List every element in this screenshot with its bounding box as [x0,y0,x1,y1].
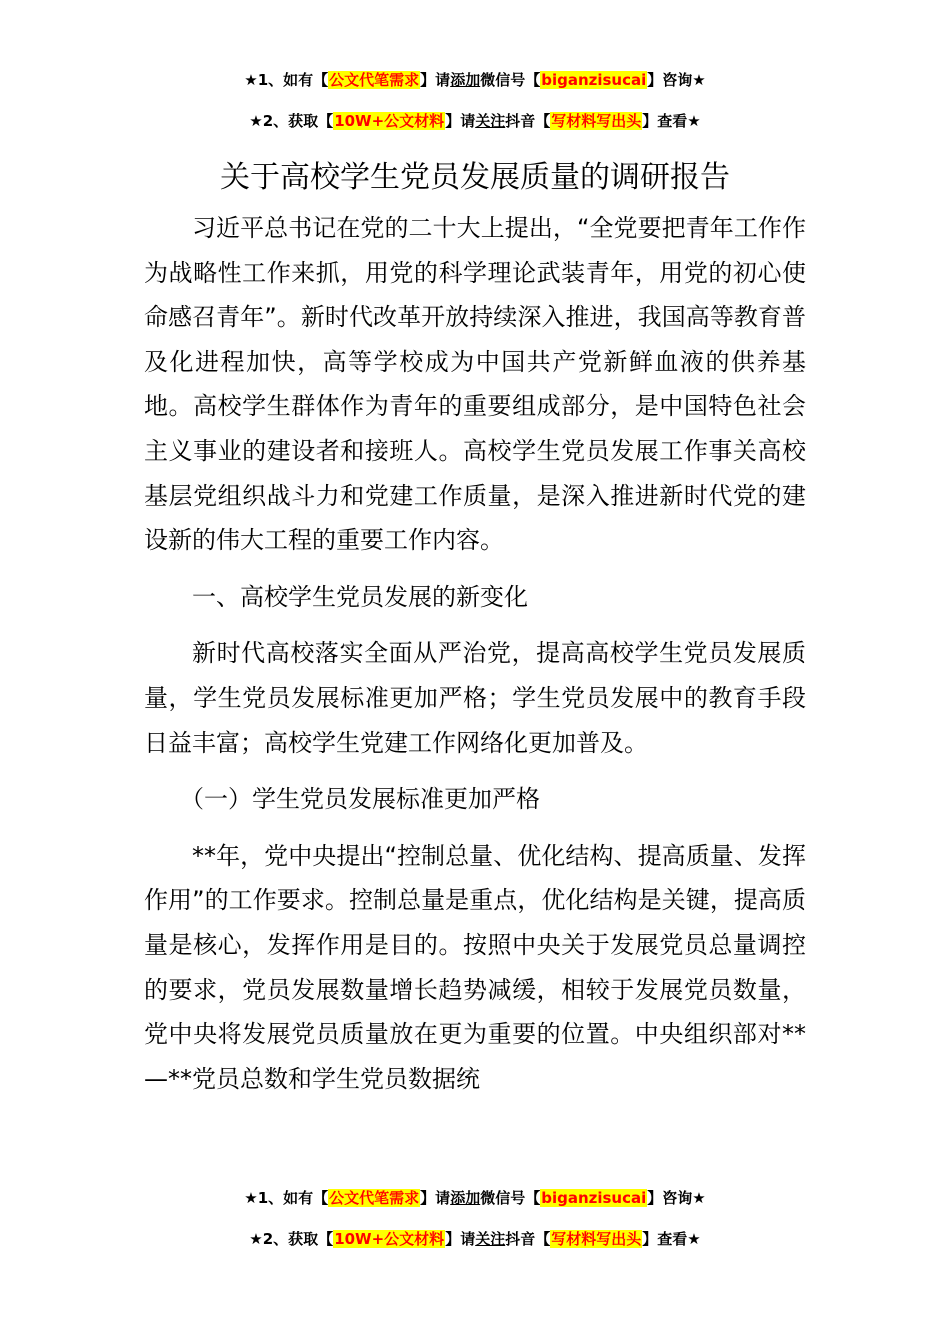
banner-text: 抖音【 [505,112,551,130]
section-heading-1: 一、高校学生党员发展的新变化 [192,582,528,611]
banner-highlight: 10W+公文材料 [334,1230,445,1248]
banner-text: 微信号【 [480,71,541,89]
banner-text: 】查看★ [642,112,701,130]
subsection-heading-1: （一）学生党员发展标准更加严格 [180,785,540,814]
banner-highlight: 公文代笔需求 [329,1189,420,1207]
banner-text: 】请 [420,1189,451,1207]
banner-text: 抖音【 [505,1230,551,1248]
paragraph-intro: 习近平总书记在党的二十大上提出，“全党要把青年工作作为战略性工作来抓，用党的科学理论武装青年，用党的初心使命感召青年”。新时代改革开放持续深入推进，我国高等教育普及化进程加快，高等学校成为中国共产党新鲜血液的供养基地。高校学生群体作为青年的重要组成部分，是中国特色社会主义事业的建设者和接班人。高校学生党员发展工作事关高校基层党组织战斗力和党建工作质量，是深入推进新时代党的建设新的伟大工程的重要工作内容。 [144,214,806,555]
banner-text: ★1、如有【 [244,71,329,89]
bottom-banner-line-2 [0,1228,950,1250]
banner-text: 】请 [445,1230,476,1248]
banner-highlight: biganzisucai [541,1189,647,1207]
banner-underlined-text: 添加 [450,1189,481,1207]
banner-highlight: 写材料写出头 [551,1230,642,1248]
document-body [144,156,806,1101]
banner-text: 】请 [420,71,451,89]
top-banner-line-1 [0,69,950,91]
banner-underlined-text: 关注 [475,1230,506,1248]
document-title: 关于高校学生党员发展质量的调研报告 [220,160,730,195]
banner-text: 】咨询★ [647,71,706,89]
banner-text: ★1、如有【 [244,1189,329,1207]
bottom-banner-line-1 [0,1187,950,1209]
banner-highlight: 10W+公文材料 [334,112,445,130]
paragraph-section-1: 新时代高校落实全面从严治党，提高高校学生党员发展质量，学生党员发展标准更加严格；学生党员发展中的教育手段日益丰富；高校学生党建工作网络化更加普及。 [144,639,806,757]
paragraph-subsection-1: **年，党中央提出“控制总量、优化结构、提高质量、发挥作用”的工作要求。控制总量是重点，优化结构是关键，提高质量是核心，发挥作用是目的。按照中央关于发展党员总量调控的要求，党员发展数量增长趋势减缓，相较于发展党员数量，党中央将发展党员质量放在更为重要的位置。中央组织部对**—**党员总数和学生党员数据统 [144,841,806,1093]
banner-text: 】请 [445,112,476,130]
banner-text: 微信号【 [480,1189,541,1207]
banner-text: ★2、获取【 [249,1230,334,1248]
banner-underlined-text: 关注 [475,112,506,130]
banner-text: 】查看★ [642,1230,701,1248]
banner-text: 】咨询★ [647,1189,706,1207]
banner-highlight: biganzisucai [541,71,647,89]
banner-highlight: 公文代笔需求 [329,71,420,89]
top-banner-line-2 [0,110,950,132]
banner-underlined-text: 添加 [450,71,481,89]
banner-highlight: 写材料写出头 [551,112,642,130]
banner-text: ★2、获取【 [249,112,334,130]
